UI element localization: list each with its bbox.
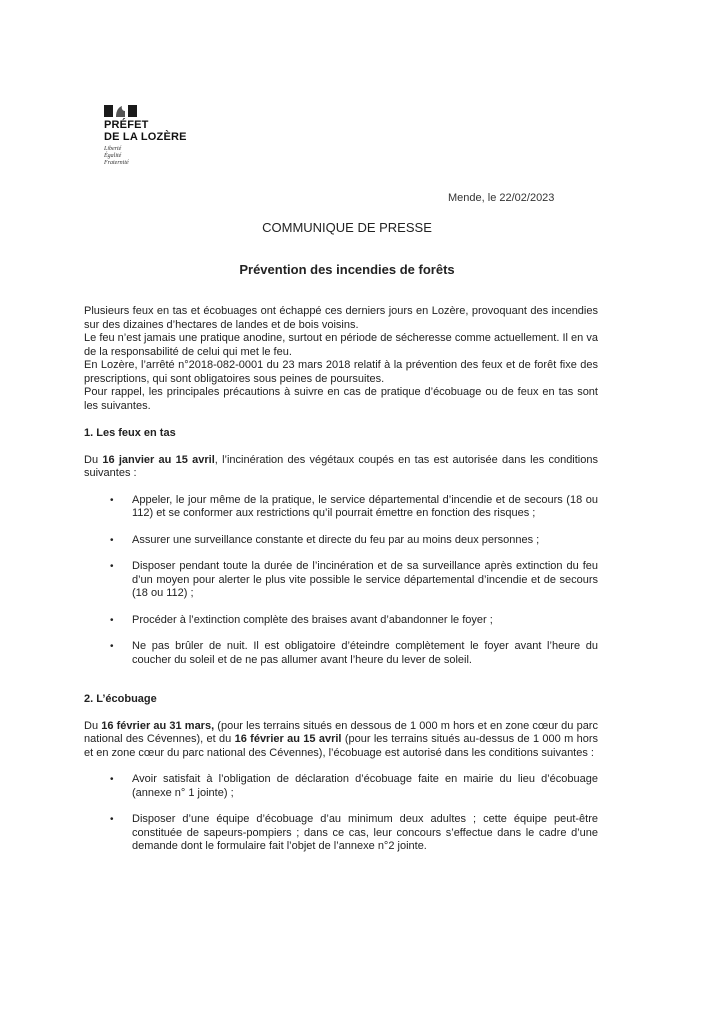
lead-text: (pour les terrains situés au-dessus de 1 000 m hors et en zone cœur du parc national des Cévennes), l’écobuage est autorisé dans les conditions suivantes :	[84, 733, 598, 759]
section2-conditions-list	[84, 773, 598, 854]
prefecture-logo	[104, 103, 224, 167]
motto-liberte: Liberté	[104, 146, 122, 152]
lead-period: 16 janvier au 15 avril	[102, 453, 215, 466]
lead-period: 16 février au 31 mars,	[101, 719, 215, 732]
bullet-icon: •	[110, 641, 114, 652]
section-heading-ecobuage: 2. L’écobuage	[84, 693, 157, 705]
list-item-text: Ne pas brûler de nuit. Il est obligatoire d’éteindre complètement le foyer avant l’heure du coucher du soleil et de ne pas allumer avant l’heure du lever de soleil.	[132, 640, 598, 666]
motto-fraternite: Fraternité	[104, 160, 129, 166]
list-item	[110, 640, 598, 667]
republic-motto	[104, 146, 224, 167]
list-item-text: Avoir satisfait à l’obligation de déclaration d’écobuage faite en mairie du lieu d’écobuage (annexe n° 1 jointe) ;	[132, 773, 598, 799]
list-item	[110, 494, 598, 521]
bullet-icon: •	[110, 614, 114, 626]
section2-lead-paragraph	[84, 720, 598, 761]
bullet-icon: •	[110, 774, 114, 785]
bullet-icon: •	[110, 534, 114, 546]
motto-egalite: Égalité	[104, 153, 122, 159]
list-item	[110, 813, 598, 854]
intro-paragraph: Pour rappel, les principales précautions à suivre en cas de pratique d’écobuage ou de feux en tas sont les suivantes.	[84, 386, 598, 412]
marianne-emblem-icon	[104, 103, 224, 117]
list-item-text: Disposer pendant toute la durée de l’incinération et de sa surveillance après extinction du feu d’un moyen pour alerter le plus vite possible le service départemental d’incendie et de secours (18 ou 112) ;	[132, 560, 598, 599]
section-heading-feux-en-tas: 1. Les feux en tas	[84, 427, 176, 439]
intro-paragraph: En Lozère, l’arrêté n°2018-082-0001 du 23 mars 2018 relatif à la prévention des feux et de forêt fixe des prescriptions, qui sont obligatoires sous peines de poursuites.	[84, 359, 598, 385]
list-item-text: Assurer une surveillance constante et directe du feu par au moins deux personnes ;	[132, 533, 540, 546]
list-item	[110, 560, 598, 601]
intro-block	[84, 305, 598, 413]
document-date: Mende, le 22/02/2023	[448, 192, 555, 204]
bullet-icon: •	[110, 561, 114, 572]
list-item-text: Procéder à l’extinction complète des braises avant d’abandonner le foyer ;	[132, 613, 493, 626]
document-body	[84, 305, 598, 854]
lead-text: Du	[84, 453, 103, 466]
lead-period: 16 février au 15 avril	[234, 733, 342, 745]
list-item-text: Appeler, le jour même de la pratique, le service départemental d’incendie et de secours (18 ou 112) et se conformer aux restrictions qu’il pourrait émettre en fonction des risques ;	[132, 493, 598, 519]
press-release-label: COMMUNIQUE DE PRESSE	[262, 220, 432, 235]
section1-lead-paragraph	[84, 454, 598, 481]
lead-text: , l’incinération des végétaux coupés en tas est autorisée dans les conditions suivantes :	[84, 453, 598, 479]
bullet-icon: •	[110, 814, 114, 825]
logo-line-lozere: DE LA LOZÈRE	[104, 131, 187, 143]
list-item	[110, 534, 598, 548]
document-title: Prévention des incendies de forêts	[239, 262, 455, 277]
intro-paragraph: Plusieurs feux en tas et écobuages ont échappé ces derniers jours en Lozère, provoquant des incendies sur des dizaines d’hectares de landes et de bois voisins.	[84, 305, 598, 331]
lead-text: Du	[84, 719, 102, 732]
section1-conditions-list	[84, 494, 598, 668]
list-item	[110, 614, 598, 628]
bullet-icon: •	[110, 494, 114, 506]
list-item	[110, 773, 598, 800]
intro-paragraph: Le feu n’est jamais une pratique anodine, surtout en période de sécheresse comme actuellement. Il en va de la responsabilité de celui qui met le feu.	[84, 332, 598, 358]
logo-line-prefet: PRÉFET	[104, 119, 149, 131]
list-item-text: Disposer d’une équipe d’écobuage d’au minimum deux adultes ; cette équipe peut-être constituée de sapeurs-pompiers ; dans ce cas, leur concours s’effectue dans le cadre d’une demande dont le formulaire fait l’objet de l’annexe n°2 jointe.	[132, 813, 598, 852]
lead-text: (pour les terrains situés en dessous de 1 000 m hors et en zone cœur du parc national des Cévennes), et du	[84, 719, 598, 745]
